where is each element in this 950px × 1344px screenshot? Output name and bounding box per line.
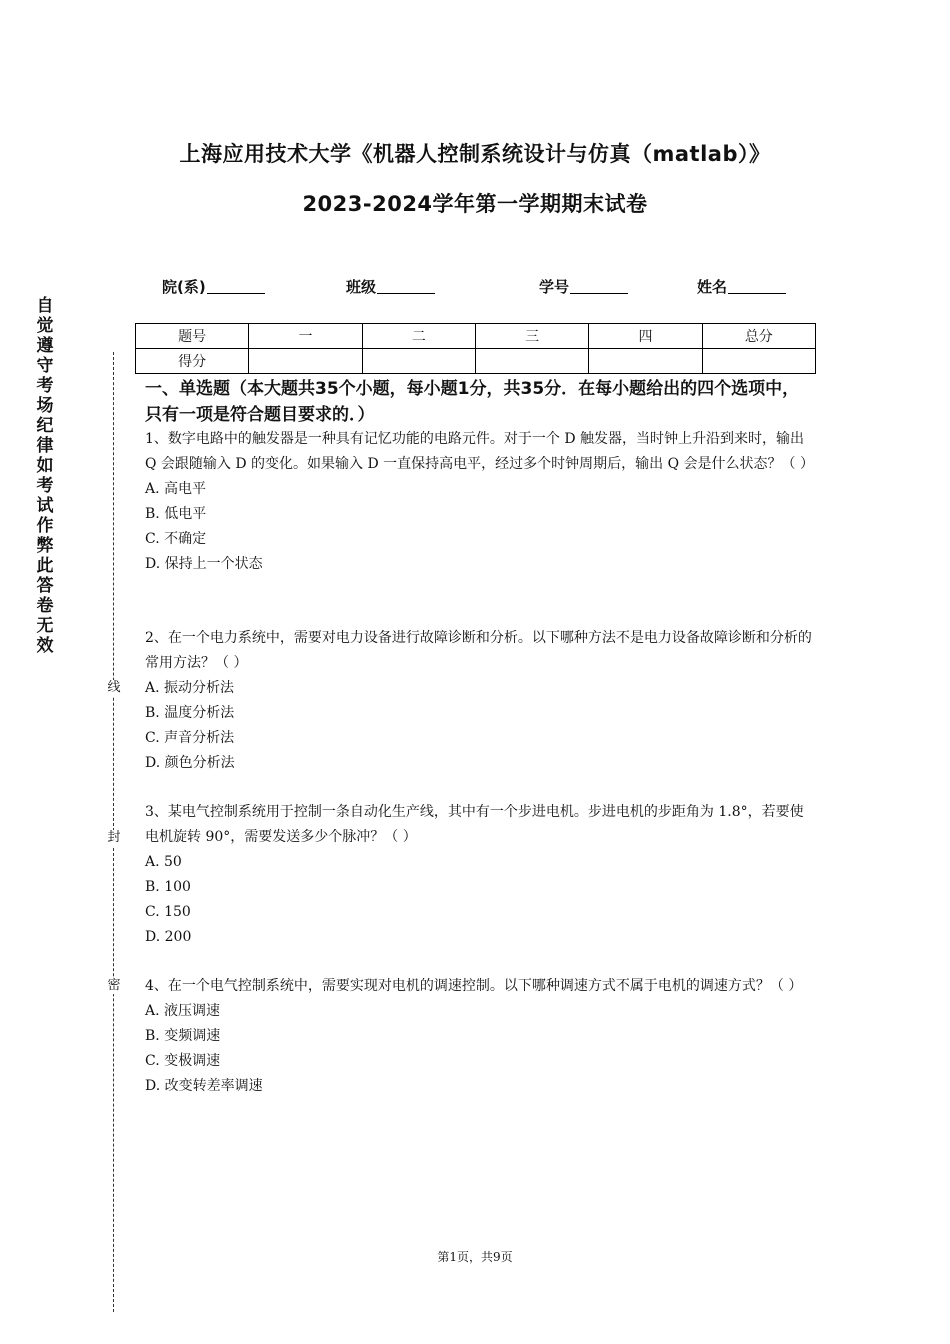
question-stem: 3、某电气控制系统用于控制一条自动化生产线，其中有一个步进电机。步进电机的步距角为 1.8°，若要使电机旋转 90°，需要发送多少个脉冲？（ ）: [145, 804, 804, 845]
score-table-header-row: [136, 324, 816, 349]
question-4: [145, 974, 815, 1099]
binding-mark-seal: 封: [107, 830, 121, 845]
exam-title-line1: 上海应用技术大学《机器人控制系统设计与仿真（matlab）》: [179, 142, 771, 166]
note-char: 自: [36, 296, 54, 316]
student-id-label: 学号: [539, 278, 570, 296]
question-3: [145, 800, 815, 950]
question-stem: 4、在一个电气控制系统中，需要实现对电机的调速控制。以下哪种调速方式不属于电机的调速方式？（ ）: [145, 978, 803, 994]
option-c: C. 声音分析法: [145, 730, 235, 746]
option-d: D. 200: [145, 929, 192, 945]
option-a: A. 振动分析法: [145, 680, 235, 696]
option-a: A. 高电平: [145, 481, 207, 497]
name-label: 姓名: [697, 278, 728, 296]
student-id-field: [539, 276, 628, 297]
note-char: 弊: [36, 536, 54, 556]
score-header-cell: 一: [249, 324, 362, 349]
option-c: C. 不确定: [145, 531, 207, 547]
page-number: 第1页，共9页: [437, 1250, 513, 1264]
note-char: 守: [36, 356, 54, 376]
note-char: 觉: [36, 316, 54, 336]
note-char: 此: [36, 556, 54, 576]
score-cell: [362, 349, 475, 374]
option-c: C. 变极调速: [145, 1053, 221, 1069]
margin-integrity-note: [34, 296, 56, 656]
option-a: A. 液压调速: [145, 1003, 221, 1019]
score-cell: [475, 349, 588, 374]
score-row-label: 得分: [136, 349, 249, 374]
option-a: A. 50: [145, 854, 182, 870]
binding-mark-sealed: 密: [107, 978, 121, 993]
class-field: [346, 276, 435, 297]
question-stem: 1、数字电路中的触发器是一种具有记忆功能的电路元件。对于一个 D 触发器，当时钟上升沿到来时，输出 Q 会跟随输入 D 的变化。如果输入 D 一直保持高电平，经过多个时钟周期后，输出 Q 会是什么状态？（ ）: [145, 431, 815, 472]
score-table: [135, 323, 816, 374]
note-char: 场: [36, 396, 54, 416]
score-cell: [589, 349, 702, 374]
score-header-cell: 四: [589, 324, 702, 349]
note-char: 考: [36, 476, 54, 496]
note-char: 遵: [36, 336, 54, 356]
question-1: [145, 427, 815, 577]
dept-field: [162, 276, 265, 297]
question-2: [145, 626, 815, 776]
option-d: D. 颜色分析法: [145, 755, 235, 771]
note-char: 无: [36, 616, 54, 636]
name-field: [697, 276, 786, 297]
option-d: D. 保持上一个状态: [145, 556, 263, 572]
score-header-cell: 总分: [702, 324, 815, 349]
option-b: B. 温度分析法: [145, 705, 235, 721]
score-header-cell: 二: [362, 324, 475, 349]
note-char: 如: [36, 456, 54, 476]
option-d: D. 改变转差率调速: [145, 1078, 263, 1094]
score-cell: [249, 349, 362, 374]
option-c: C. 150: [145, 904, 191, 920]
class-label: 班级: [346, 278, 377, 296]
option-b: B. 变频调速: [145, 1028, 221, 1044]
name-blank: [728, 279, 786, 294]
note-char: 律: [36, 436, 54, 456]
class-blank: [377, 279, 435, 294]
score-cell: [702, 349, 815, 374]
score-header-cell: 题号: [136, 324, 249, 349]
note-char: 效: [36, 636, 54, 656]
dept-blank: [207, 279, 265, 294]
note-char: 试: [36, 496, 54, 516]
student-id-blank: [570, 279, 628, 294]
note-char: 卷: [36, 596, 54, 616]
option-b: B. 低电平: [145, 506, 207, 522]
binding-mark-line: 线: [107, 680, 121, 695]
note-char: 答: [36, 576, 54, 596]
question-stem: 2、在一个电力系统中，需要对电力设备进行故障诊断和分析。以下哪种方法不是电力设备故障诊断和分析的常用方法？（ ）: [145, 630, 812, 671]
option-b: B. 100: [145, 879, 191, 895]
score-table-score-row: [136, 349, 816, 374]
score-header-cell: 三: [475, 324, 588, 349]
note-char: 作: [36, 516, 54, 536]
section-heading: 一、单选题（本大题共35个小题，每小题1分，共35分．在每小题给出的四个选项中，只有一项是符合题目要求的．）: [145, 379, 800, 425]
exam-title-line2: 2023-2024学年第一学期期末试卷: [302, 192, 648, 216]
note-char: 考: [36, 376, 54, 396]
dept-label: 院(系): [162, 278, 206, 296]
note-char: 纪: [36, 416, 54, 436]
